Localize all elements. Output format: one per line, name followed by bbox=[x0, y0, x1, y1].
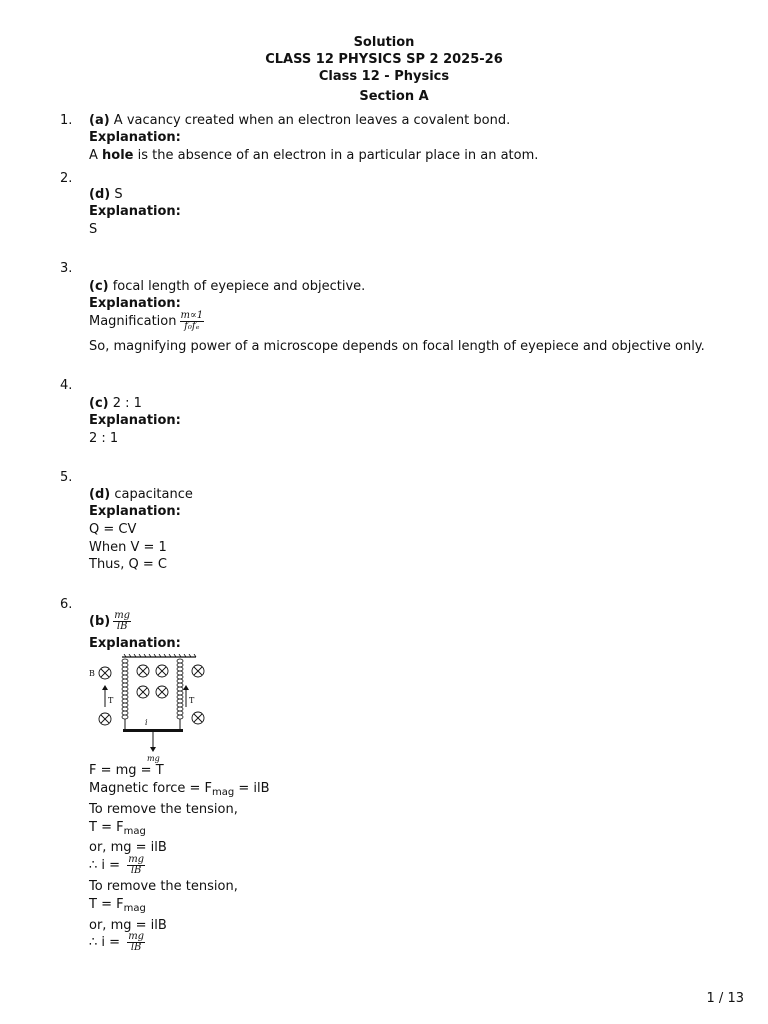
explanation-text: 2 : 1 bbox=[89, 431, 119, 446]
answer-line: (d) S bbox=[89, 187, 123, 202]
label-mg: mg bbox=[147, 754, 160, 763]
question-number: 5. bbox=[60, 470, 73, 485]
spring-right bbox=[177, 659, 183, 719]
doc-title: Solution bbox=[353, 35, 415, 50]
class-subject: Class 12 - Physics bbox=[318, 69, 450, 84]
explanation-text: A hole is the absence of an electron in a particular place in an atom. bbox=[89, 148, 539, 163]
explanation-text: or, mg = ilB bbox=[89, 918, 167, 933]
spring-left bbox=[122, 659, 128, 719]
explanation-text: ∴ i = $\frac{mg}{lB}$ bbox=[89, 931, 145, 953]
label-b: B bbox=[89, 669, 95, 678]
field-cross-symbols bbox=[99, 665, 204, 725]
explanation-label: Explanation: bbox=[89, 413, 181, 428]
question-number: 1. bbox=[60, 113, 73, 128]
explanation-text: Thus, Q = C bbox=[89, 557, 167, 572]
explanation-label: Explanation: bbox=[89, 296, 181, 311]
explanation-text: To remove the tension, bbox=[89, 879, 238, 894]
explanation-text: ∴ i = $\frac{mg}{lB}$ bbox=[89, 854, 145, 876]
label-t-right: T bbox=[189, 696, 195, 705]
page-number: 1 / 13 bbox=[706, 991, 744, 1006]
explanation-text: or, mg = ilB bbox=[89, 840, 167, 855]
explanation-label: Explanation: bbox=[89, 636, 181, 651]
explanation-text: Magnification $\frac{m\propto 1}{\text{f₀fₑ}}$ bbox=[89, 310, 204, 332]
explanation-text: So, magnifying power of a microscope depends on focal length of eyepiece and objective only. bbox=[89, 339, 705, 354]
section-heading: Section A bbox=[359, 89, 429, 104]
magnetic-field-diagram bbox=[89, 654, 214, 764]
doc-subtitle: CLASS 12 PHYSICS SP 2 2025-26 bbox=[265, 52, 503, 67]
explanation-text: When V = 1 bbox=[89, 540, 167, 555]
answer-line: (c) focal length of eyepiece and objective. bbox=[89, 279, 366, 294]
label-i: i bbox=[145, 718, 148, 727]
answer-fraction: $\frac{mg}{lB}$ bbox=[114, 610, 131, 632]
question-number: 3. bbox=[60, 261, 73, 276]
explanation-text: To remove the tension, bbox=[89, 802, 238, 817]
explanation-text: Magnetic force = $F_{mag}$ = ilB bbox=[89, 781, 270, 798]
question-number: 4. bbox=[60, 378, 73, 393]
explanation-text: S bbox=[89, 222, 98, 237]
answer-line: (b) $\frac{mg}{lB}$ bbox=[89, 610, 131, 632]
answer-line: (d) capacitance bbox=[89, 487, 193, 502]
magnification-fraction: $\frac{m\propto 1}{\text{f₀fₑ}}$ bbox=[180, 310, 204, 332]
question-number: 2. bbox=[60, 171, 73, 186]
explanation-text: Q = CV bbox=[89, 522, 137, 537]
explanation-text: $T = F_{mag}$ bbox=[89, 820, 146, 837]
answer-line: (a) A vacancy created when an electron leaves a covalent bond. bbox=[89, 113, 511, 128]
explanation-label: Explanation: bbox=[89, 504, 181, 519]
explanation-text: $T = F_{mag}$ bbox=[89, 897, 146, 914]
label-t-left: T bbox=[108, 696, 114, 705]
explanation-label: Explanation: bbox=[89, 204, 181, 219]
question-number: 6. bbox=[60, 597, 73, 612]
explanation-label: Explanation: bbox=[89, 130, 181, 145]
explanation-text: F = mg = T bbox=[89, 763, 164, 778]
answer-line: (c) 2 : 1 bbox=[89, 396, 142, 411]
